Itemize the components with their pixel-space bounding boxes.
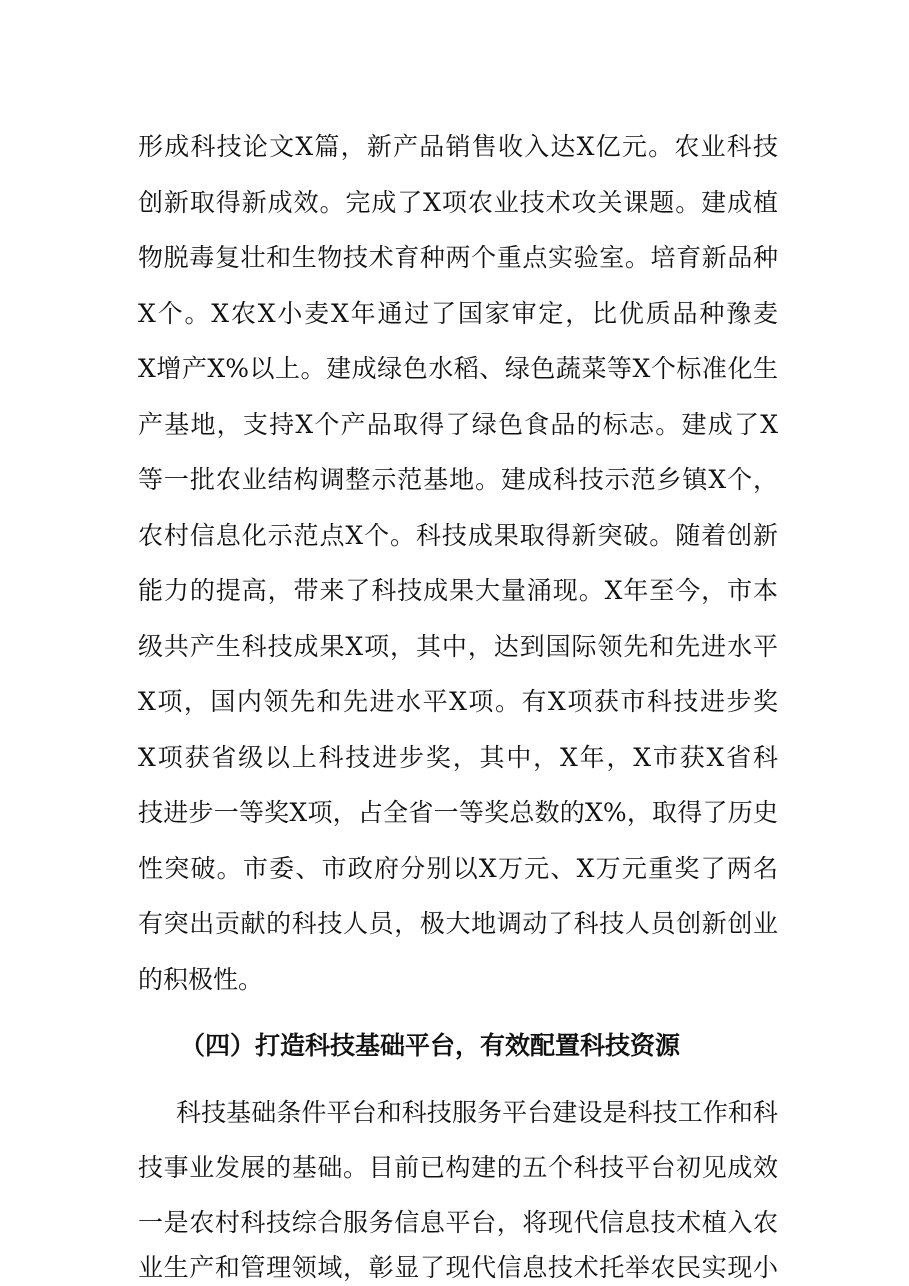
paragraph-line: X增产X%以上。建成绿色水稻、绿色蔬菜等X个标准化生 bbox=[138, 354, 778, 383]
paragraph-line: 的积极性。 bbox=[138, 965, 264, 994]
paragraph-line: 产基地，支持X个产品取得了绿色食品的标志。建成了X bbox=[138, 410, 778, 439]
paragraph-line: 业生产和管理领域，彰显了现代信息技术托举农民实现小 bbox=[138, 1253, 778, 1282]
paragraph-line: X项，国内领先和先进水平X项。有X项获市科技进步奖 bbox=[138, 687, 778, 716]
paragraph-line: X个。X农X小麦X年通过了国家审定，比优质品种豫麦 bbox=[138, 299, 778, 328]
paragraph-line: 等一批农业结构调整示范基地。建成科技示范乡镇X个， bbox=[138, 465, 778, 494]
paragraph-line: 一是农村科技综合服务信息平台，将现代信息技术植入农 bbox=[138, 1208, 778, 1237]
paragraph-line: 能力的提高，带来了科技成果大量涌现。X年至今，市本 bbox=[138, 576, 778, 605]
section-heading: （四）打造科技基础平台，有效配置科技资源 bbox=[180, 1031, 681, 1060]
paragraph-line: 物脱毒复壮和生物技术育种两个重点实验室。培育新品种 bbox=[138, 243, 778, 272]
paragraph-line: 级共产生科技成果X项，其中，达到国际领先和先进水平 bbox=[138, 632, 778, 661]
paragraph-line: 创新取得新成效。完成了X项农业技术攻关课题。建成植 bbox=[138, 188, 778, 217]
paragraph-line: 技进步一等奖X项，占全省一等奖总数的X%，取得了历史 bbox=[138, 798, 778, 827]
paragraph-line: 技事业发展的基础。目前已构建的五个科技平台初见成效 bbox=[138, 1153, 778, 1182]
paragraph-line: 农村信息化示范点X个。科技成果取得新突破。随着创新 bbox=[138, 521, 778, 550]
paragraph-line: 有突出贡献的科技人员，极大地调动了科技人员创新创业 bbox=[138, 909, 778, 938]
paragraph-line: 科技基础条件平台和科技服务平台建设是科技工作和科 bbox=[176, 1098, 778, 1127]
paragraph-line: 形成科技论文X篇，新产品销售收入达X亿元。农业科技 bbox=[138, 132, 778, 161]
paragraph-line: X项获省级以上科技进步奖，其中，X年，X市获X省科 bbox=[138, 743, 778, 772]
paragraph-line: 性突破。市委、市政府分别以X万元、X万元重奖了两名 bbox=[138, 854, 778, 883]
